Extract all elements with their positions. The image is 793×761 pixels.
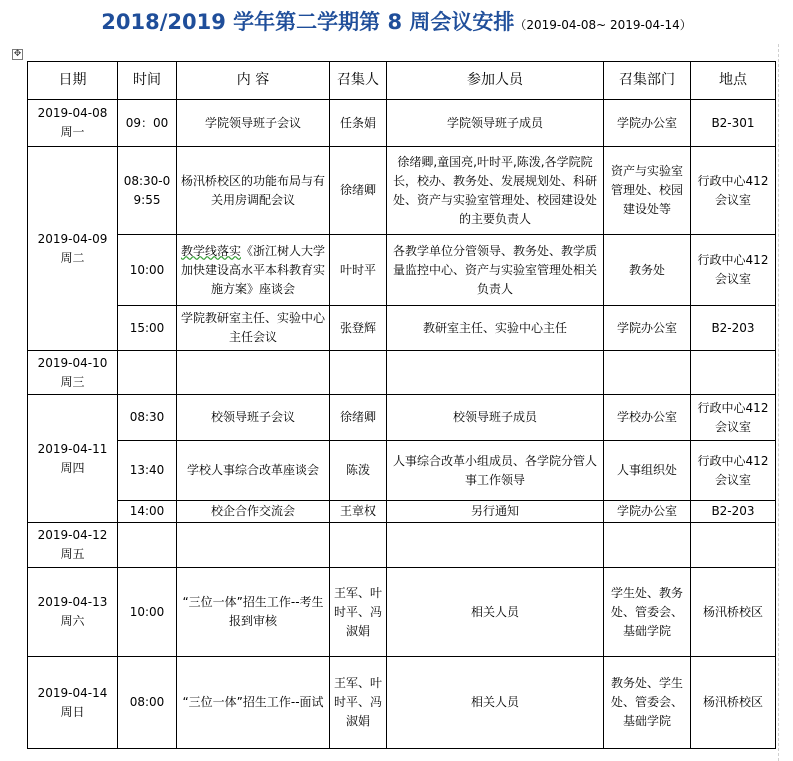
weekday: 周四 bbox=[60, 460, 85, 475]
date-cell bbox=[28, 100, 118, 147]
page-margin-line bbox=[778, 44, 779, 761]
participants-cell: 另行通知 bbox=[387, 501, 604, 523]
time-cell: 08:30 bbox=[118, 395, 177, 441]
header-time: 时间 bbox=[118, 62, 177, 100]
time-cell: 13:40 bbox=[118, 441, 177, 501]
location-cell: 行政中心412会议室 bbox=[691, 147, 776, 235]
participants-cell: 人事综合改革小组成员、各学院分管人事工作领导 bbox=[387, 441, 604, 501]
content-cell: 校企合作交流会 bbox=[177, 501, 330, 523]
convener-cell: 徐绪卿 bbox=[330, 147, 387, 235]
participants-cell: 教研室主任、实验中心主任 bbox=[387, 306, 604, 351]
table-row bbox=[28, 395, 776, 441]
department-cell bbox=[604, 351, 691, 395]
table-row bbox=[28, 523, 776, 568]
header-convener: 召集人 bbox=[330, 62, 387, 100]
content-marked-text: 教学线落实 bbox=[180, 243, 241, 258]
participants-cell: 校领导班子成员 bbox=[387, 395, 604, 441]
time-cell: 14:00 bbox=[118, 501, 177, 523]
department-cell: 教务处 bbox=[604, 235, 691, 306]
department-cell: 学生处、教务处、管委会、基础学院 bbox=[604, 568, 691, 657]
content-cell: 杨汛桥校区的功能布局与有关用房调配会议 bbox=[177, 147, 330, 235]
weekday: 周日 bbox=[60, 704, 85, 719]
content-cell: 学院教研室主任、实验中心主任会议 bbox=[177, 306, 330, 351]
date-cell bbox=[28, 395, 118, 523]
table-row bbox=[28, 568, 776, 657]
date: 2019-04-11 bbox=[37, 441, 108, 456]
table-row bbox=[28, 657, 776, 749]
location-cell: 行政中心412会议室 bbox=[691, 235, 776, 306]
header-department: 召集部门 bbox=[604, 62, 691, 100]
weekday: 周六 bbox=[60, 614, 85, 628]
date-cell bbox=[28, 568, 118, 657]
content-cell bbox=[177, 351, 330, 395]
header-participants: 参加人员 bbox=[387, 62, 604, 100]
table-row bbox=[28, 306, 776, 351]
participants-cell: 徐绪卿,童国亮,叶时平,陈泼,各学院院长，校办、教务处、发展规划处、科研处、资产与实验室管理处、校园建设处的主要负责人 bbox=[387, 147, 604, 235]
content-cell: 校领导班子会议 bbox=[177, 395, 330, 441]
location-cell: 行政中心412会议室 bbox=[691, 441, 776, 501]
weekday: 周三 bbox=[60, 374, 85, 389]
table-row bbox=[28, 501, 776, 523]
location-cell bbox=[691, 351, 776, 395]
content-cell bbox=[177, 523, 330, 568]
date-cell bbox=[28, 657, 118, 749]
participants-cell: 相关人员 bbox=[387, 568, 604, 657]
department-cell: 人事组织处 bbox=[604, 441, 691, 501]
meeting-schedule-table bbox=[27, 61, 776, 749]
content-cell: “三位一体”招生工作--考生报到审核 bbox=[177, 568, 330, 657]
header-date: 日期 bbox=[28, 62, 118, 100]
time-cell: 15:00 bbox=[118, 306, 177, 351]
title-date-range: （2019-04-08~ 2019-04-14） bbox=[514, 18, 692, 32]
date: 2019-04-10 bbox=[37, 355, 108, 370]
department-cell: 学院办公室 bbox=[604, 306, 691, 351]
department-cell: 资产与实验室管理处、校园建设处等 bbox=[604, 147, 691, 235]
convener-cell: 王军、叶时平、冯淑娟 bbox=[330, 657, 387, 749]
content-text: 《浙江树人大学加快建设高水平本科教育实施方案》座谈会 bbox=[180, 243, 326, 296]
time-cell bbox=[118, 523, 177, 568]
title-main: 2018/2019 学年第二学期第 8 周会议安排 bbox=[101, 10, 515, 34]
convener-cell bbox=[330, 351, 387, 395]
convener-cell: 王军、叶时平、冯淑娟 bbox=[330, 568, 387, 657]
department-cell: 学校办公室 bbox=[604, 395, 691, 441]
header-row bbox=[28, 62, 776, 100]
department-cell bbox=[604, 523, 691, 568]
move-handle-icon[interactable]: ✥ bbox=[13, 49, 22, 59]
table-row bbox=[28, 100, 776, 147]
location-cell: B2-203 bbox=[691, 501, 776, 523]
content-cell: 学院领导班子会议 bbox=[177, 100, 330, 147]
table-row bbox=[28, 441, 776, 501]
date: 2019-04-08 bbox=[37, 106, 108, 120]
time-cell bbox=[118, 351, 177, 395]
header-content: 内 容 bbox=[177, 62, 330, 100]
table-row bbox=[28, 351, 776, 395]
weekday: 周一 bbox=[60, 125, 85, 139]
time-cell: 10:00 bbox=[118, 235, 177, 306]
department-cell: 学院办公室 bbox=[604, 100, 691, 147]
content-cell: 学校人事综合改革座谈会 bbox=[177, 441, 330, 501]
time-cell: 09：00 bbox=[118, 100, 177, 147]
convener-cell: 叶时平 bbox=[330, 235, 387, 306]
date-cell bbox=[28, 351, 118, 395]
location-cell: B2-203 bbox=[691, 306, 776, 351]
convener-cell: 徐绪卿 bbox=[330, 395, 387, 441]
date-cell bbox=[28, 147, 118, 351]
location-cell: 杨汛桥校区 bbox=[691, 568, 776, 657]
date: 2019-04-09 bbox=[37, 231, 108, 246]
weekday: 周五 bbox=[60, 547, 85, 561]
weekday: 周二 bbox=[60, 250, 85, 265]
time-cell: 08:00 bbox=[118, 657, 177, 749]
convener-cell: 任条娟 bbox=[330, 100, 387, 147]
location-cell: 杨汛桥校区 bbox=[691, 657, 776, 749]
location-cell bbox=[691, 523, 776, 568]
participants-cell bbox=[387, 351, 604, 395]
table-row bbox=[28, 235, 776, 306]
participants-cell: 各教学单位分管领导、教务处、教学质量监控中心、资产与实验室管理处相关负责人 bbox=[387, 235, 604, 306]
participants-cell: 学院领导班子成员 bbox=[387, 100, 604, 147]
department-cell: 教务处、学生处、管委会、基础学院 bbox=[604, 657, 691, 749]
date: 2019-04-13 bbox=[37, 595, 108, 609]
convener-cell bbox=[330, 523, 387, 568]
convener-cell: 张登辉 bbox=[330, 306, 387, 351]
date: 2019-04-12 bbox=[37, 528, 108, 542]
content-cell bbox=[177, 235, 330, 306]
convener-cell: 王章权 bbox=[330, 501, 387, 523]
header-location: 地点 bbox=[691, 62, 776, 100]
convener-cell: 陈泼 bbox=[330, 441, 387, 501]
participants-cell bbox=[387, 523, 604, 568]
participants-cell: 相关人员 bbox=[387, 657, 604, 749]
content-cell: “三位一体”招生工作--面试 bbox=[177, 657, 330, 749]
time-cell: 08:30-09:55 bbox=[118, 147, 177, 235]
date-cell bbox=[28, 523, 118, 568]
location-cell: 行政中心412会议室 bbox=[691, 395, 776, 441]
time-cell: 10:00 bbox=[118, 568, 177, 657]
department-cell: 学院办公室 bbox=[604, 501, 691, 523]
date: 2019-04-14 bbox=[37, 685, 108, 700]
page-title bbox=[0, 6, 793, 36]
table-row bbox=[28, 147, 776, 235]
location-cell: B2-301 bbox=[691, 100, 776, 147]
